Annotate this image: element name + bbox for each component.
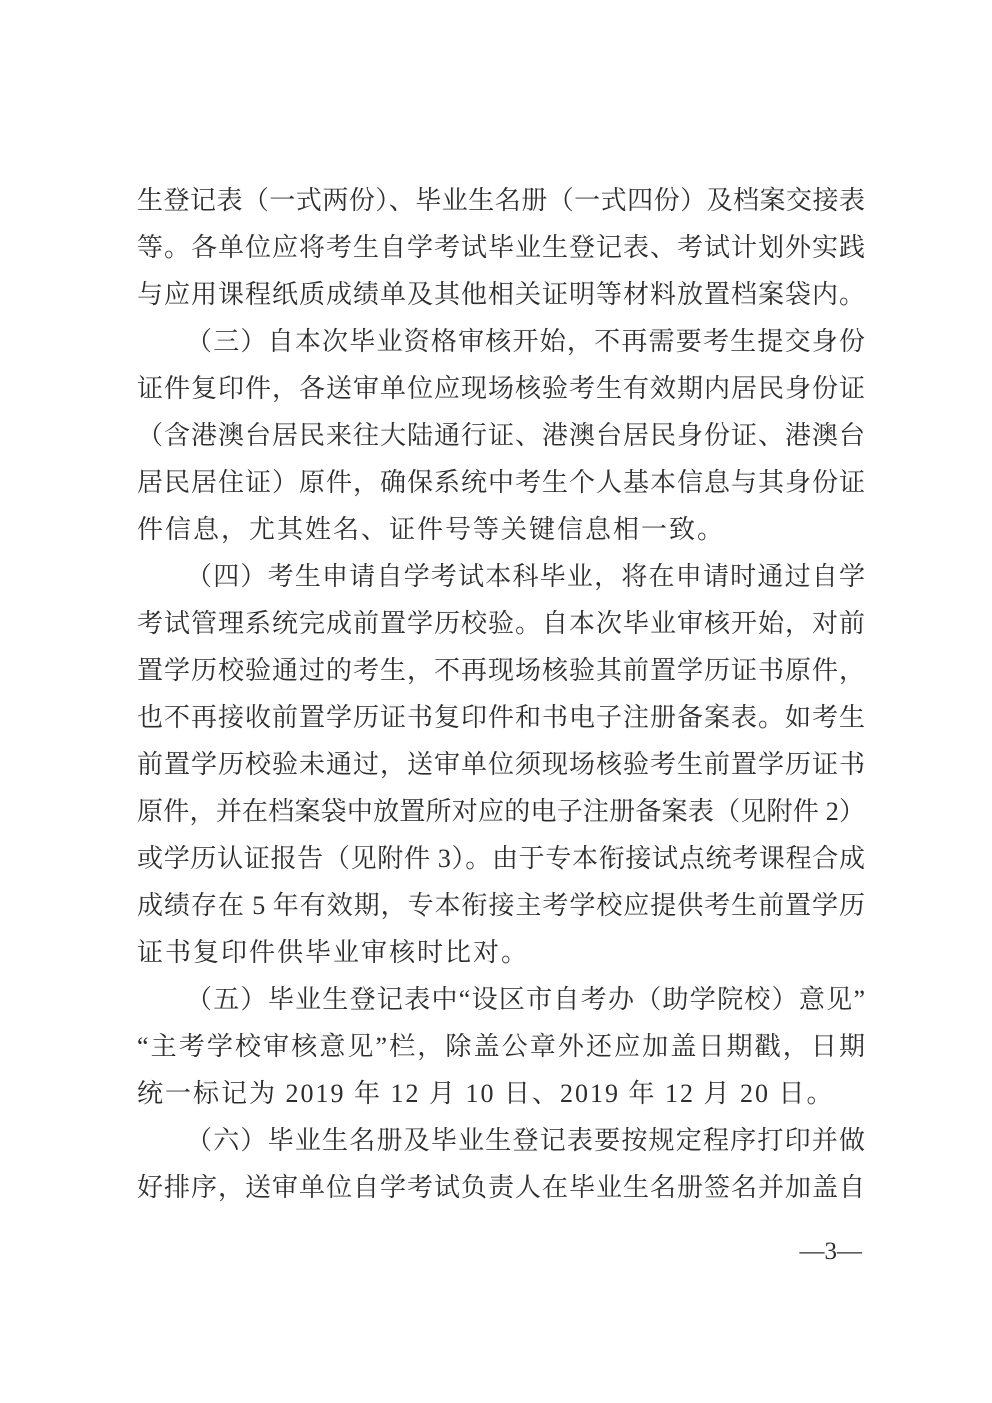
text-line: （三）自本次毕业资格审核开始，不再需要考生提交身份 (186, 327, 865, 356)
text-line: 件信息，尤其姓名、证件号等关键信息相一致。 (137, 515, 726, 544)
text-line: 也不再接收前置学历证书复印件和书电子注册备案表。如考生 (137, 703, 865, 732)
text-line: （五）毕业生登记表中“设区市自考办（助学院校）意见” (186, 985, 865, 1014)
text-line: 或学历认证报告（见附件 3）。由于专本衔接试点统考课程合成 (137, 844, 865, 873)
document-body (137, 177, 865, 1211)
text-line: 原件，并在档案袋中放置所对应的电子注册备案表（见附件 2） (137, 797, 865, 826)
text-line: 证书复印件供毕业审核时比对。 (137, 938, 530, 967)
text-line: 与应用课程纸质成绩单及其他相关证明等材料放置档案袋内。 (137, 280, 865, 309)
text-line: （四）考生申请自学考试本科毕业，将在申请时通过自学 (186, 562, 865, 591)
text-line: 居民居住证）原件，确保系统中考生个人基本信息与其身份证 (137, 468, 865, 497)
text-line: 置学历校验通过的考生，不再现场核验其前置学历证书原件， (137, 656, 865, 685)
text-line: 统一标记为 2019 年 12 月 10 日、2019 年 12 月 20 日。 (137, 1079, 835, 1108)
text-line: 生登记表（一式两份）、毕业生名册（一式四份）及档案交接表 (137, 186, 865, 215)
page-number: —3— (799, 1238, 862, 1265)
text-line: （六）毕业生名册及毕业生登记表要按规定程序打印并做 (186, 1126, 865, 1155)
text-line: 成绩存在 5 年有效期，专本衔接主考学校应提供考生前置学历 (137, 891, 865, 920)
text-line: （含港澳台居民来往大陆通行证、港澳台居民身份证、港澳台 (137, 421, 865, 450)
text-line: “主考学校审核意见”栏，除盖公章外还应加盖日期戳，日期 (137, 1032, 865, 1061)
text-line: 等。各单位应将考生自学考试毕业生登记表、考试计划外实践 (137, 233, 865, 262)
text-line: 证件复印件，各送审单位应现场核验考生有效期内居民身份证 (137, 374, 865, 403)
text-line: 前置学历校验未通过，送审单位须现场核验考生前置学历证书 (137, 750, 865, 779)
text-line: 好排序，送审单位自学考试负责人在毕业生名册签名并加盖自 (137, 1173, 865, 1202)
text-line: 考试管理系统完成前置学历校验。自本次毕业审核开始，对前 (137, 609, 865, 638)
